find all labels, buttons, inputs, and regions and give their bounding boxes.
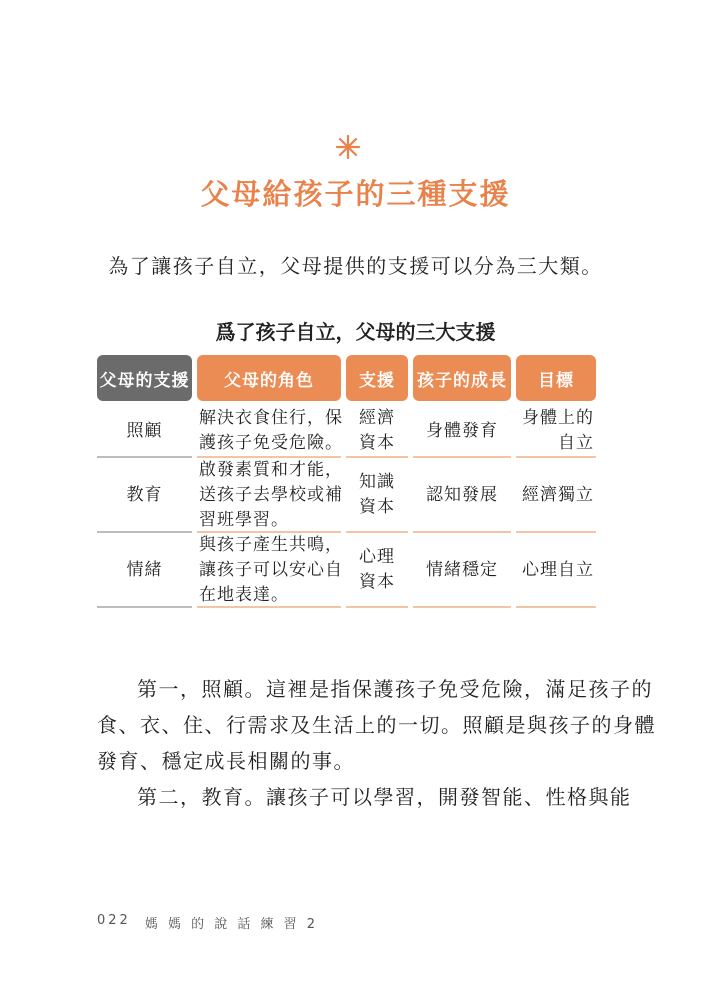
page-title: 父母給孩子的三種支援 (200, 177, 511, 211)
row1-divider-gray (97, 456, 192, 458)
row1-support: 照顧 (126, 420, 163, 441)
row3-divider-role (197, 606, 341, 608)
intro-text: 為了讓孩子自立，父母提供的支援可以分為三大類。 (108, 254, 603, 278)
header-child-growth: 孩子的成長 (413, 355, 511, 401)
row3-goal: 心理自立 (522, 559, 594, 580)
row3-growth: 情緒穩定 (426, 559, 498, 580)
row2-role: 啟發素質和才能， 送孩子去學校或補 習班學習。 (199, 459, 343, 530)
book-title: 媽 媽 的 說 話 練 習 2 (144, 917, 319, 932)
header-parent-support: 父母的支援 (97, 355, 192, 401)
row3-divider-support (346, 606, 408, 608)
row2-divider-gray (97, 531, 192, 533)
row2-goal: 經濟獨立 (522, 484, 594, 505)
header-goal: 目標 (516, 355, 596, 401)
row1-divider-support (346, 456, 408, 458)
row1-capital: 經濟 資本 (359, 408, 395, 453)
row1-divider-goal (516, 456, 596, 458)
row3-divider-gray (97, 606, 192, 608)
row2-capital: 知識 資本 (359, 472, 395, 517)
row3-capital: 心理 資本 (359, 547, 395, 592)
row1-role: 解決衣食住行，保 護孩子免受危險。 (199, 408, 343, 453)
asterisk-ornament-icon (335, 134, 361, 160)
body-paragraph-1: 第一，照顧。這裡是指保護孩子免受危險，滿足孩子的 食、衣、住、行需求及生活上的一切。照顧是與孩子的身體 發育、穩定成長相關的事。 (97, 677, 656, 773)
body-paragraph-2: 第二，教育。讓孩子可以學習，開發智能、性格與能 (137, 785, 632, 809)
row2-divider-goal (516, 531, 596, 533)
row3-divider-goal (516, 606, 596, 608)
row3-role: 與孩子產生共鳴， 讓孩子可以安心自 在地表達。 (199, 534, 343, 605)
page-footer (97, 913, 318, 932)
row3-divider-growth (413, 606, 511, 608)
row2-growth: 認知發展 (426, 484, 498, 505)
page-number: 022 (97, 913, 131, 928)
table-title: 爲了孩子自立，父母的三大支援 (215, 320, 496, 344)
row2-support: 教育 (126, 484, 163, 505)
row2-divider-growth (413, 531, 511, 533)
row1-divider-growth (413, 456, 511, 458)
header-support: 支援 (346, 355, 408, 401)
row1-goal: 身體上的 自立 (522, 408, 594, 453)
row2-divider-support (346, 531, 408, 533)
header-parent-role: 父母的角色 (197, 355, 341, 401)
row3-support: 情緒 (126, 559, 163, 580)
row1-growth: 身體發育 (426, 420, 498, 441)
